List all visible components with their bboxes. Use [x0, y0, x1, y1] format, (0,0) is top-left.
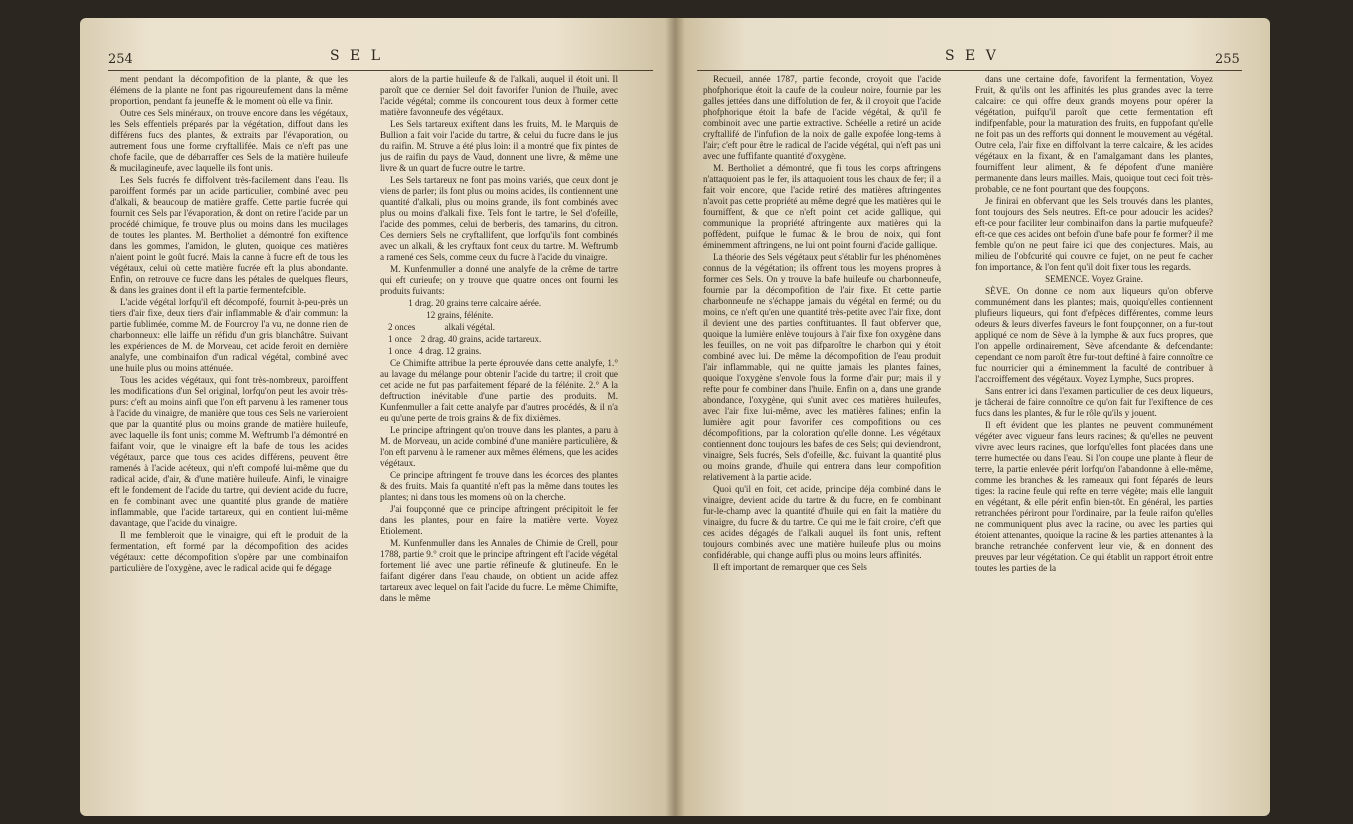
analysis-row: 2 onces alkali végétal.	[388, 322, 495, 332]
paragraph: Outre ces Sels minéraux, on trouve encore dans les végétaux, les Sels effentiels préparés par la végétation, diffout dans les différens fucs des plantes, & extraits par l'évaporation, ou autrement fous une forme cryftallifée. Mais ce n'eft pas une chofe facile, que de débarraffer ces Sels de la matière huileufe & mucilagineufe, avec laquelle ils font unis.	[110, 108, 348, 173]
header-rule	[697, 70, 1242, 71]
page-number: 254	[108, 52, 133, 67]
analysis-row: 1 once 4 drag. 12 grains.	[388, 346, 482, 356]
right-column-2	[975, 74, 1213, 786]
open-book	[80, 18, 1270, 816]
left-column-2	[380, 74, 618, 786]
paragraph: La théorie des Sels végétaux peut s'établir fur les phénomènes connus de la végétation; ils offrent tous les moyens propres à former ces Sels. On y trouve la bafe huileufe ou charbonneufe, fournie par la décompofition de l'air fixe. Et cette partie charbonneufe ne s'échappe jamais du végétal en fermé; ou du moins, ce n'eft qu'en une quantité très-petite avec l'air fixe, dont il devient une des parties conftituantes. Il faut obferver que, quoique la lumière enlève toujours à l'air fixe fon oxygène dans les feuilles, on ne voit pas difparoître le charbon qui y étoit combiné avec lui. De même la décompofition de l'eau produit l'air inflammable, qui ne quitte jamais les plantes faines, quoique l'oxygène s'envole fous la forme d'air pur; mais il y refte pour fe combiner dans l'huile. Enfin on a, dans une grande abondance, l'oxygène, qui s'unit avec ces matières huileufes, avec l'air fixe lui-même, avec les matières falines; enfin la lumière agit pour favorifer ces compofitions ou ces décompofitions, par la coloration qu'elle donne. Les végétaux contiennent donc toujours les bafes de ces Sels; qui deviendront, vinaigre, Sels fucrés, Sels d'ofeille, &c. fuivant la quantité plus ou moins grande, d'huile qui entrera dans leur compofition relativement à la partie acide.	[703, 252, 941, 482]
paragraph: Tous les acides végétaux, qui font très-nombreux, paroiffent les modifications d'un Sel original, lorfqu'on peut les avoir très-purs: c'eft au moins ainfi que l'on eft parvenu à les ramener tous à l'acide du vinaigre, de manière que tous ces Sels ne varieroient que par la quantité plus ou moins grande de matière huileufe, avec laquelle ils font unis; comme M. Weftrumb l'a démontré en faifant voir, que le vinaigre eft la bafe de tous les acides végétaux, parce que tous ces acides différens, peuvent être ramenés à l'acide acéteux, qui n'eft compofé lui-même que du radical acide, d'air, & d'une matière huileufe. Ainfi, le vinaigre eft le fondement de l'acide du tartre, qui devient acide du fucre, en fe combinant avec une quantité plus grande de matière inflammable, que l'acide tartareux, qui en contient lui-même davantage, que l'acide du vinaigre.	[110, 375, 348, 528]
running-head: S E L	[330, 48, 384, 64]
book-gutter	[665, 18, 685, 816]
paragraph: Les Sels fucrés fe diffolvent très-facilement dans l'eau. Ils paroiffent formés par un acide particulier, combiné avec peu d'alkali, & beaucoup de matière graffe. Cette partie fucrée qui fournit ces Sels par l'évaporation, & dont on retire l'acide par un procédé chimique, fe trouve plus ou moins dans les mucilages de toutes les plantes. M. Bertholiet a démontré fon exiftence dans les gommes, l'amidon, le gluten, quoique ces matières n'aient point le goût fucré. Mais la canne à fucre eft de tous les végétaux, celui où cette matière fucrée eft la plus abondante. Enfin, on retrouve ce fucre dans les pétales de quelques fleurs, & dans les graines dont il eft la partie fermentefcible.	[110, 175, 348, 295]
paragraph: Ce Chimifte attribue la perte éprouvée dans cette analyfe, 1.° au lavage du mélange pour obtenir l'acide du tartre; il croit que cet acide ne fut pas parfaitement féparé de la félénite. 2.° A la deftruction inévitable d'une partie des produits. M. Kunfenmuller a fait cette analyfe par d'autres procédés, & il n'a eu qu'une perte de trois grains & de fix dixièmes.	[380, 358, 618, 423]
paragraph: Recueil, année 1787, partie feconde, croyoit que l'acide phofphorique étoit la caufe de la couleur noire, fournie par les galles jettées dans une diffolution de fer, & il croyoit que l'acide phofphorique étoit la bafe de l'acide végétal, & qu'il fe combinoit avec une partie extractive. Schéelle a retiré un acide cryftallifé de l'infufion de la noix de galle expofée long-tems à l'air; c'eft pour être le radical de l'acide végétal, qui n'eft pas uni avec une fuffifante quantité d'oxygène.	[703, 74, 941, 161]
paragraph: Quoi qu'il en foit, cet acide, principe déja combiné dans le vinaigre, devient acide du tartre & du fucre, en fe combinant fur-le-champ avec la quantité d'huile qui en fait la matière du vinaigre, du fucre & du tartre. Ce qui me le fait croire, c'eft que ces acides dégagés de l'alkali auquel ils font unis, reftent toujours combinés avec une matière huileufe plus ou moins confidérable, qui change auffi plus ou moins leurs affinités.	[703, 484, 941, 560]
paragraph: Sans entrer ici dans l'examen particulier de ces deux liqueurs, je tâcherai de faire connoître ce qu'on fait fur l'exiftence de ces fucs dans les plantes, & fur le rôle qu'ils y jouent.	[975, 386, 1213, 418]
paragraph: Les Sels tartareux ne font pas moins variés, que ceux dont je viens de parler; ils font plus ou moins acides, ils contiennent une quantité d'alkali, plus ou moins grande, ils font combinés avec plus ou moins d'alkali fixe. Tels font le tartre, le Sel d'ofeille, l'acide des pommes, celui de berberis, des tamarins, du citron. Ces derniers Sels ne cryftallifent, que lorfqu'ils font combinés avec un alkali, & les cryftaux font ceux du tartre. M. Weftrumb a ramené ces Sels, comme ceux du fucre à l'acide du vinaigre.	[380, 175, 618, 262]
paragraph: Ce principe aftringent fe trouve dans les écorces des plantes & des fruits. Mais fa quantité n'eft pas la même dans toutes les plantes; ni dans tous les momens où on la cherche.	[380, 470, 618, 502]
paragraph: Il eft évident que les plantes ne peuvent communément végéter avec vigueur fans leurs racines; & qu'elles ne peuvent vivre avec leurs racines, que lorfqu'elles font placées dans une terre humectée ou dans l'eau. Si l'on coupe une plante à fleur de terre, la partie enlevée périt lorfqu'on l'abandonne à elle-même, comme les branches & les rameaux qui font féparés de leurs tiges: la racine feule qui refte en terre végète; mais elle languit en végétant, & elle périt enfin bien-tôt. En général, les parties retranchées périront pour l'ordinaire, par la feule raifon qu'elles ne communiquent plus avec la racine, ou avec les parties qui étoient attenantes, quoique la racine & les parties attenantes à la branche retranchée confervent leur vie, & en donnent des preuves par leur végétation. Ce qui établit un rapport étroit entre toutes les parties de la	[975, 420, 1213, 573]
analysis-row: 1 drag. 20 grains terre calcaire aérée.	[388, 298, 542, 308]
header-rule	[108, 70, 653, 71]
section-heading: SEMENCE. Voyez Graine.	[1045, 274, 1143, 284]
right-column-1	[703, 74, 941, 786]
analysis-row: 1 once 2 drag. 40 grains, acide tartareux.	[388, 334, 542, 344]
paragraph: ment pendant la décompofition de la plante, & que les élémens de la plante ne font pas rigoureufement dans la même proportion, pendant fa jeuneffe & le moment où elle va finir.	[110, 74, 348, 106]
right-page	[675, 18, 1270, 816]
left-column-1	[110, 74, 348, 786]
page-number: 255	[1215, 52, 1240, 67]
paragraph: Il eft important de remarquer que ces Sels	[713, 562, 867, 572]
paragraph: alors de la partie huileufe & de l'alkali, auquel il étoit uni. Il paroît que ce dernier Sel doit favorifer l'union de l'huile, avec l'acide végétal; comme ils concourent tous deux à former cette matière favonneufe des végétaux.	[380, 74, 618, 117]
paragraph: Le principe aftringent qu'on trouve dans les plantes, a paru à M. de Morveau, un acide combiné d'une manière particulière, & l'on eft parvenu à le ramener aux mêmes élémens, que les acides végétaux.	[380, 425, 618, 468]
paragraph: M. Kunfenmuller a donné une analyfe de la crême de tartre qui eft curieufe; on y trouve que quatre onces ont fourni les produits fuivants:	[380, 264, 618, 296]
left-page	[80, 18, 675, 816]
paragraph: dans une certaine dofe, favorifent la fermentation, Voyez Fruit, & qu'ils ont les affinités les plus grandes avec la terre calcaire: ce qui offre deux grands moyens pour opérer la végétation, puifqu'il paroît que cette fermentation eft indifpenfable, pour la maturation des fruits, en fuppofant qu'elle ne foit pas un des refforts qui donnent le mouvement au végétal. Outre cela, l'air fixe en diffolvant la terre calcaire, & les acides végétaux en la fixant, & en l'amalgamant dans les plantes, fourniffent leur aliment, & fe dépofent d'une manière permanente dans leurs mailles. Mais, quoique tout ceci foit très-probable, ce ne font pourtant que des foupçons.	[975, 74, 1213, 194]
paragraph: Il me fembleroit que le vinaigre, qui eft le produit de la fermentation, eft formé par la décompofition des acides végétaux: cette décompofition s'opère par une combinaifon particulière de l'oxygène, avec le radical acide qui fe dégage	[110, 530, 348, 573]
running-head: S E V	[945, 48, 999, 64]
paragraph: Je finirai en obfervant que les Sels trouvés dans les plantes, font toujours des Sels neutres. Eft-ce pour adoucir les acides? eft-ce pour faciliter leur combinaifon dans la partie mufqueufe? eft-ce que ces acides ont befoin d'une bafe pour fe former? il me femble qu'on ne peut faire ici que des conjectures. Mais, au milieu de l'obfcurité qui couvre ce fujet, on ne peut fe cacher fon importance, & l'on fent qu'il doit fixer tous les regards.	[975, 196, 1213, 272]
paragraph: J'ai foupçonné que ce principe aftringent précipitoit le fer dans les plantes, pour en faire la matière verte. Voyez Etiolement.	[380, 504, 618, 536]
paragraph: L'acide végétal lorfqu'il eft décompofé, fournit à-peu-près un tiers d'air fixe, deux tiers d'air inflammable & d'air commun: la partie fublimée, comme M. de Fourcroy l'a vu, ne donne rien de charbonneux: elle laiffe un réfidu d'un gris blanchâtre. Suivant les expériences de M. de Morveau, cet acide feroit en dernière analyfe, une combinaifon d'un radical végétal, combiné avec une huile plus ou moins atténuée.	[110, 297, 348, 373]
paragraph: M. Kunfenmuller dans les Annales de Chimie de Crell, pour 1788, partie 9.° croit que le principe aftringent eft l'acide végétal fortement lié avec une partie réfineufe & glutineufe. En le faifant digérer dans l'eau chaude, on obtient un acide affez tartareux avec lequel on fait l'acide du fucre. Le même Chimifte, dans le même	[380, 538, 618, 603]
analysis-row: 12 grains, félénite.	[388, 310, 494, 320]
paragraph: M. Bertholiet a démontré, que fi tous les corps aftringens n'attaquoient pas le fer, ils attaquoient tous les chaux de fer; il a fait voir encore, que l'acide retiré des matières aftringentes n'avoit pas cette propriété au même degré que les matières qui le fourniffent, & que ce n'eft point cet acide gallique, qui communique la propriété aftringente aux matières qui la poffèdent, puifque le fumac & le brou de noix, qui font éminemment aftringens, ne lui ont point fourni d'acide gallique.	[703, 163, 941, 250]
paragraph: SÈVE. On donne ce nom aux liqueurs qu'on obferve communément dans les plantes; mais, quoiqu'elles contiennent plufieurs liqueurs, qui font d'efpèces différentes, comme leurs odeurs & leurs diverfes faveurs le font foupçonner, on a fur-tout appliqué ce nom de Sève à la lymphe & aux fucs propres, que l'on appelle ordinairement, Sève afcendante & defcendante: cependant ce nom paroît être fur-tout deftiné à faire connoître ce fuc nourricier qui a éminemment la faculté de contribuer à l'accroiffement des végétaux. Voyez Lymphe, Sucs propres.	[975, 286, 1213, 384]
paragraph: Les Sels tartareux exiftent dans les fruits, M. le Marquis de Bullion a fait voir l'acide du tartre, & celui du fucre dans le jus du raifin. M. Struve a été plus loin: il a montré que fix pintes de jus de raifin du pays de Vaud, donnent une livre, & même une livre & un quart de fucre outre le tartre.	[380, 119, 618, 173]
